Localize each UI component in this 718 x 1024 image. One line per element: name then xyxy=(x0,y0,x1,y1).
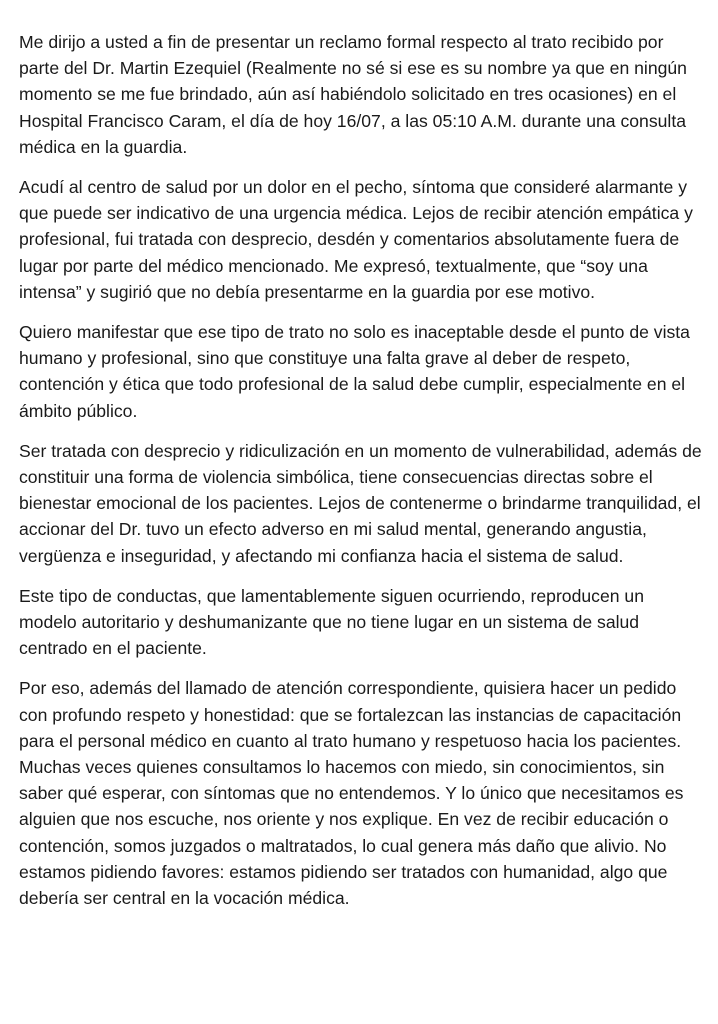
paragraph-incident: Acudí al centro de salud por un dolor en el pecho, síntoma que consideré alarmante y que puede ser indicativo de una urgencia médica. Lejos de recibir atención empática y profesional, fui tratada con desprecio, desdén y comentarios absolutamente fuera de lugar por parte del médico mencionado. Me expresó, textualmente, que “soy una intensa” y sugirió que no debía presentarme en la guardia por ese motivo. xyxy=(19,177,693,302)
paragraph-intro: Me dirijo a usted a fin de presentar un reclamo formal respecto al trato recibido por parte del Dr. Martin Ezequiel (Realmente no sé si ese es su nombre ya que en ningún momento se me fue brindado, aún así habiéndolo solicitado en tres ocasiones) en el Hospital Francisco Caram, el día de hoy 16/07, a las 05:10 A.M. durante una consulta médica en la guardia. xyxy=(19,32,687,157)
paragraph-conduct: Este tipo de conductas, que lamentablemente siguen ocurriendo, reproducen un modelo autoritario y deshumanizante que no tiene lugar en un sistema de salud centrado en el paciente. xyxy=(19,585,644,659)
complaint-letter xyxy=(19,29,703,925)
paragraph-request: Por eso, además del llamado de atención correspondiente, quisiera hacer un pedido con profundo respeto y honestidad: que se fortalezcan las instancias de capacitación para el personal médico en cuanto al trato humano y respetuoso hacia los pacientes. Muchas veces quienes consultamos lo hacemos con miedo, sin conocimientos, sin saber qué esperar, con síntomas que no entendemos. Y lo único que necesitamos es alguien que nos escuche, nos oriente y nos explique. En vez de recibir educación o contención, somos juzgados o maltratados, lo cual genera más daño que alivio. No estamos pidiendo favores: estamos pidiendo ser tratados con humanidad, algo que debería ser central en la vocación médica. xyxy=(19,678,684,909)
paragraph-statement: Quiero manifestar que ese tipo de trato no solo es inaceptable desde el punto de vista humano y profesional, sino que constituye una falta grave al deber de respeto, contención y ética que todo profesional de la salud debe cumplir, especialmente en el ámbito público. xyxy=(19,322,690,421)
paragraph-consequences: Ser tratada con desprecio y ridiculización en un momento de vulnerabilidad, además de constituir una forma de violencia simbólica, tiene consecuencias directas sobre el bienestar emocional de los pacientes. Lejos de contenerme o brindarme tranquilidad, el accionar del Dr. tuvo un efecto adverso en mi salud mental, generando angustia, vergüenza e inseguridad, y afectando mi confianza hacia el sistema de salud. xyxy=(19,440,702,566)
